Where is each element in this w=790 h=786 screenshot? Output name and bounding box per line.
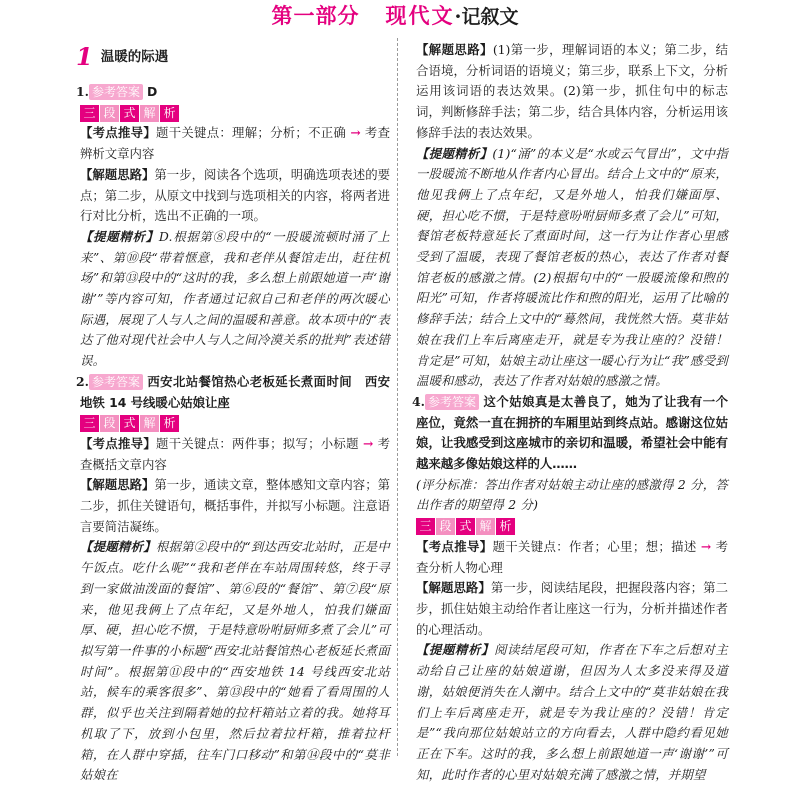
lesson-number: 1 (76, 41, 93, 71)
column-divider (397, 38, 398, 756)
q3-tiqu: 【提题精析】(1)“涌”的本义是“水或云气冒出”，文中指一股暖流不断地从作者内心冒出。结合上文中的“原来，他见我俩上了点年纪，又是外地人，怕我们嫌面厚、硬，担心吃不惯，于是特意吩咐厨师多煮了会儿”可知，餐馆老板特意延长了煮面时间，这一行为让作者心里感受到了温暖，表现了餐馆老板的热心，表达了作者对餐馆老板的感激之情。(2)根据句中的“一股暖流像和煦的阳光”可知，作者将暖流比作和煦的阳光，运用了比喻的修辞手法；结合上文中的“蓦然间，我恍然大悟。莫非姑娘在我们上车后离座走开，就是专为我让座的？没错！肯定是”可知，姑娘主动让座这一暖心行为让“我”感受到温暖和感动，表达了作者对姑娘的感激之情。 (416, 145, 728, 389)
q4-scoring: (评分标准：答出作者对姑娘主动让座的感激得 2 分，答出作者的期望得 2 分) (416, 476, 728, 513)
right-column (412, 40, 729, 785)
q1-answer-value: D (146, 84, 158, 99)
answer-badge: 参考答案 (89, 374, 143, 390)
q2-kaodian: 【考点推导】题干关键点：两件事；拟写；小标题 → 考查概括文章内容 (80, 435, 390, 472)
answer-badge: 参考答案 (425, 394, 479, 410)
title-dot: · (454, 4, 462, 28)
q4-tiqu: 【提题精析】阅读结尾段可知，作者在下车之后想对主动给自己让座的姑娘道谢，但因为人太多没来得及道谢，姑娘便消失在人潮中。结合上文中的“莫非姑娘在我们上车后离座走开，就是专为我让座的？没错！肯定是”“我向那位姑娘站立的方向看去，人群中隐约看见她正在下车。这时的我，多么想上前跟她道一声‘谢谢’”可知，此时作者的心里对姑娘充满了感激之情，并期望 (416, 642, 728, 782)
q2-answer: 2. 参考答案 西安北站餐馆热心老板延长煮面时间 西安地铁 14 号线暖心姑娘让座 (76, 373, 390, 410)
q1-kaodian: 【考点推导】题干关键点：理解；分析；不正确 → 考查辨析文章内容 (80, 125, 390, 162)
arrow-icon: → (362, 435, 374, 451)
section-title: 现代文 (385, 4, 455, 28)
q2-answer-value: 西安北站餐馆热心老板延长煮面时间 西安地铁 14 号线暖心姑娘让座 (80, 373, 390, 410)
lesson-heading (76, 40, 390, 74)
q4-answer-value: 这个姑娘真是太善良了，她为了让我有一个座位，竟然一直在拥挤的车厢里站到终点站。感谢这位姑娘，让我感受到这座城市的亲切和温暖，希望社会中能有越来越多像姑娘这样的人…… (416, 393, 728, 472)
q2-jieti: 【解题思路】第一步，通读文章，整体感知文章内容；第二步，抓住关键语句，概括事件，并拟写小标题。注意语言要简洁凝练。 (80, 477, 391, 534)
q4-jieti: 【解题思路】第一步，阅读结尾段，把握段落内容；第二步，抓住姑娘主动给作者让座这一行为，分析并描述作者的心理活动。 (416, 580, 729, 637)
arrow-icon: → (700, 538, 712, 554)
answer-badge: 参考答案 (89, 84, 143, 100)
q4-kaodian: 【考点推导】题干关键点：作者；心里；想；描述 → 考查分析人物心理 (416, 538, 728, 575)
analysis-tag: 三 段 式 解 析 (80, 415, 179, 432)
page-header (0, 0, 790, 34)
q1-jieti: 【解题思路】第一步，阅读各个选项，明确选项表述的要点；第二步，从原文中找到与选项相关的内容，将两者进行对比分析，选出不正确的一项。 (80, 166, 391, 224)
analysis-tag: 三 段 式 解 析 (80, 105, 179, 122)
q2-tiqu: 【提题精析】根据第②段中的“到达西安北站时，正是中午饭点。吃什么呢”“我和老伴在车站周围转悠，终于寻到一家做油泼面的餐馆”、第⑥段的“餐馆”、第⑦段“原来，他见我俩上了点年纪，又是外地人，怕我们嫌面厚、硬，担心吃不惯，于是特意吩咐厨师多煮了会儿”可拟写第一件事的小标题“西安北站餐馆热心老板延长煮面时间”。根据第⑪段中的“西安地铁 14 号线西安北站站，候车的乘客很多”、第⑬段中的“她看了看周围的人群，似乎也关注到隔着她的拉杆箱站立着的我。她将耳机取了下，放到小包里，然后拉着拉杆箱，推着拉杆箱，在人群中穿插，往车门口移动”和第⑭段中的“莫非姑娘在 (80, 539, 391, 783)
q1-answer: 1. 参考答案 D (76, 84, 158, 99)
analysis-tag: 三 段 式 解 析 (416, 518, 515, 535)
q1-tiqu: 【提题精析】D.根据第⑧段中的“一股暖流顿时涌了上来”、第⑩段“带着惬意，我和老伴从餐馆走出，赶往机场”和第⑬段中的“这时的我，多么想上前跟她道一声‘谢谢’”等内容可知，作者通过记叙自己和老伴的两次暖心际遇，展现了人与人之间的温暖和善意。故本项中的“表达了他对现代社会中人与人之间冷漠关系的批判”表述错误。 (80, 228, 390, 369)
lesson-title: 温暖的际遇 (100, 48, 169, 65)
q3-jieti: 【解题思路】(1)第一步，理解词语的本义；第二步，结合语境，分析词语的语境义；第三步，联系上下文，分析运用该词语的表达效果。(2)第一步，抓住句中的标志词，判断修辞手法；第二步，结合具体内容，分析运用该修辞手法的表达效果。 (416, 42, 728, 140)
part-title: 第一部分 (271, 4, 360, 28)
section-subtitle: 记叙文 (461, 6, 519, 28)
arrow-icon: → (350, 125, 361, 141)
q4-answer: 4. 参考答案 这个姑娘真是太善良了，她为了让我有一个座位，竟然一直在拥挤的车厢里站到终点站。感谢这位姑娘，让我感受到这座城市的亲切和温暖，希望社会中能有越来越多像姑娘这样的人…… (412, 393, 728, 472)
left-column (76, 40, 391, 786)
